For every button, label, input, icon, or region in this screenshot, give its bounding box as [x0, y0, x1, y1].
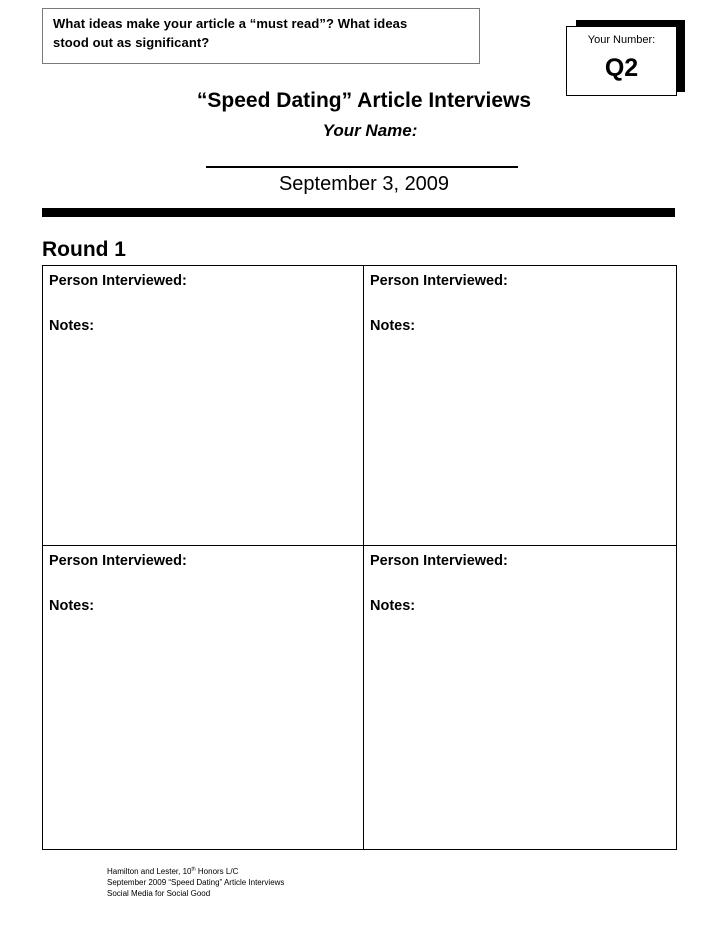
person-interviewed-label: Person Interviewed: [370, 273, 508, 289]
footer [107, 866, 284, 899]
notes-label: Notes: [370, 598, 416, 614]
footer-line-1-sup: th [191, 866, 196, 873]
person-interviewed-label: Person Interviewed: [49, 553, 187, 569]
header-divider [42, 208, 675, 217]
footer-line-1 [107, 866, 284, 877]
round-title: Round 1 [42, 238, 126, 261]
prompt-line-2: stood out as significant? [53, 35, 210, 50]
interview-cell [43, 546, 364, 849]
interview-cell [364, 266, 676, 546]
name-label: Your Name: [322, 121, 418, 140]
interview-cell [43, 266, 364, 546]
notes-label: Notes: [370, 318, 416, 334]
footer-line-3: Social Media for Social Good [107, 889, 211, 898]
interview-grid [42, 265, 677, 850]
person-interviewed-label: Person Interviewed: [370, 553, 508, 569]
notes-label: Notes: [49, 598, 95, 614]
number-value: Q2 [604, 54, 639, 82]
prompt-line-1: What ideas make your article a “must read”? What ideas [53, 16, 408, 31]
footer-line-1-prefix: Hamilton and Lester, 10 [107, 867, 192, 876]
number-box [566, 26, 677, 96]
footer-line-2: September 2009 “Speed Dating” Article Interviews [107, 878, 285, 887]
interview-cell [364, 546, 676, 849]
prompt-box [42, 8, 480, 64]
page-title: “Speed Dating” Article Interviews [196, 89, 532, 112]
person-interviewed-label: Person Interviewed: [49, 273, 187, 289]
number-label: Your Number: [587, 34, 656, 46]
footer-line-1-suffix: Honors L/C [195, 867, 239, 876]
page-date: September 3, 2009 [278, 173, 450, 195]
notes-label: Notes: [49, 318, 95, 334]
name-blank-line [206, 166, 518, 168]
